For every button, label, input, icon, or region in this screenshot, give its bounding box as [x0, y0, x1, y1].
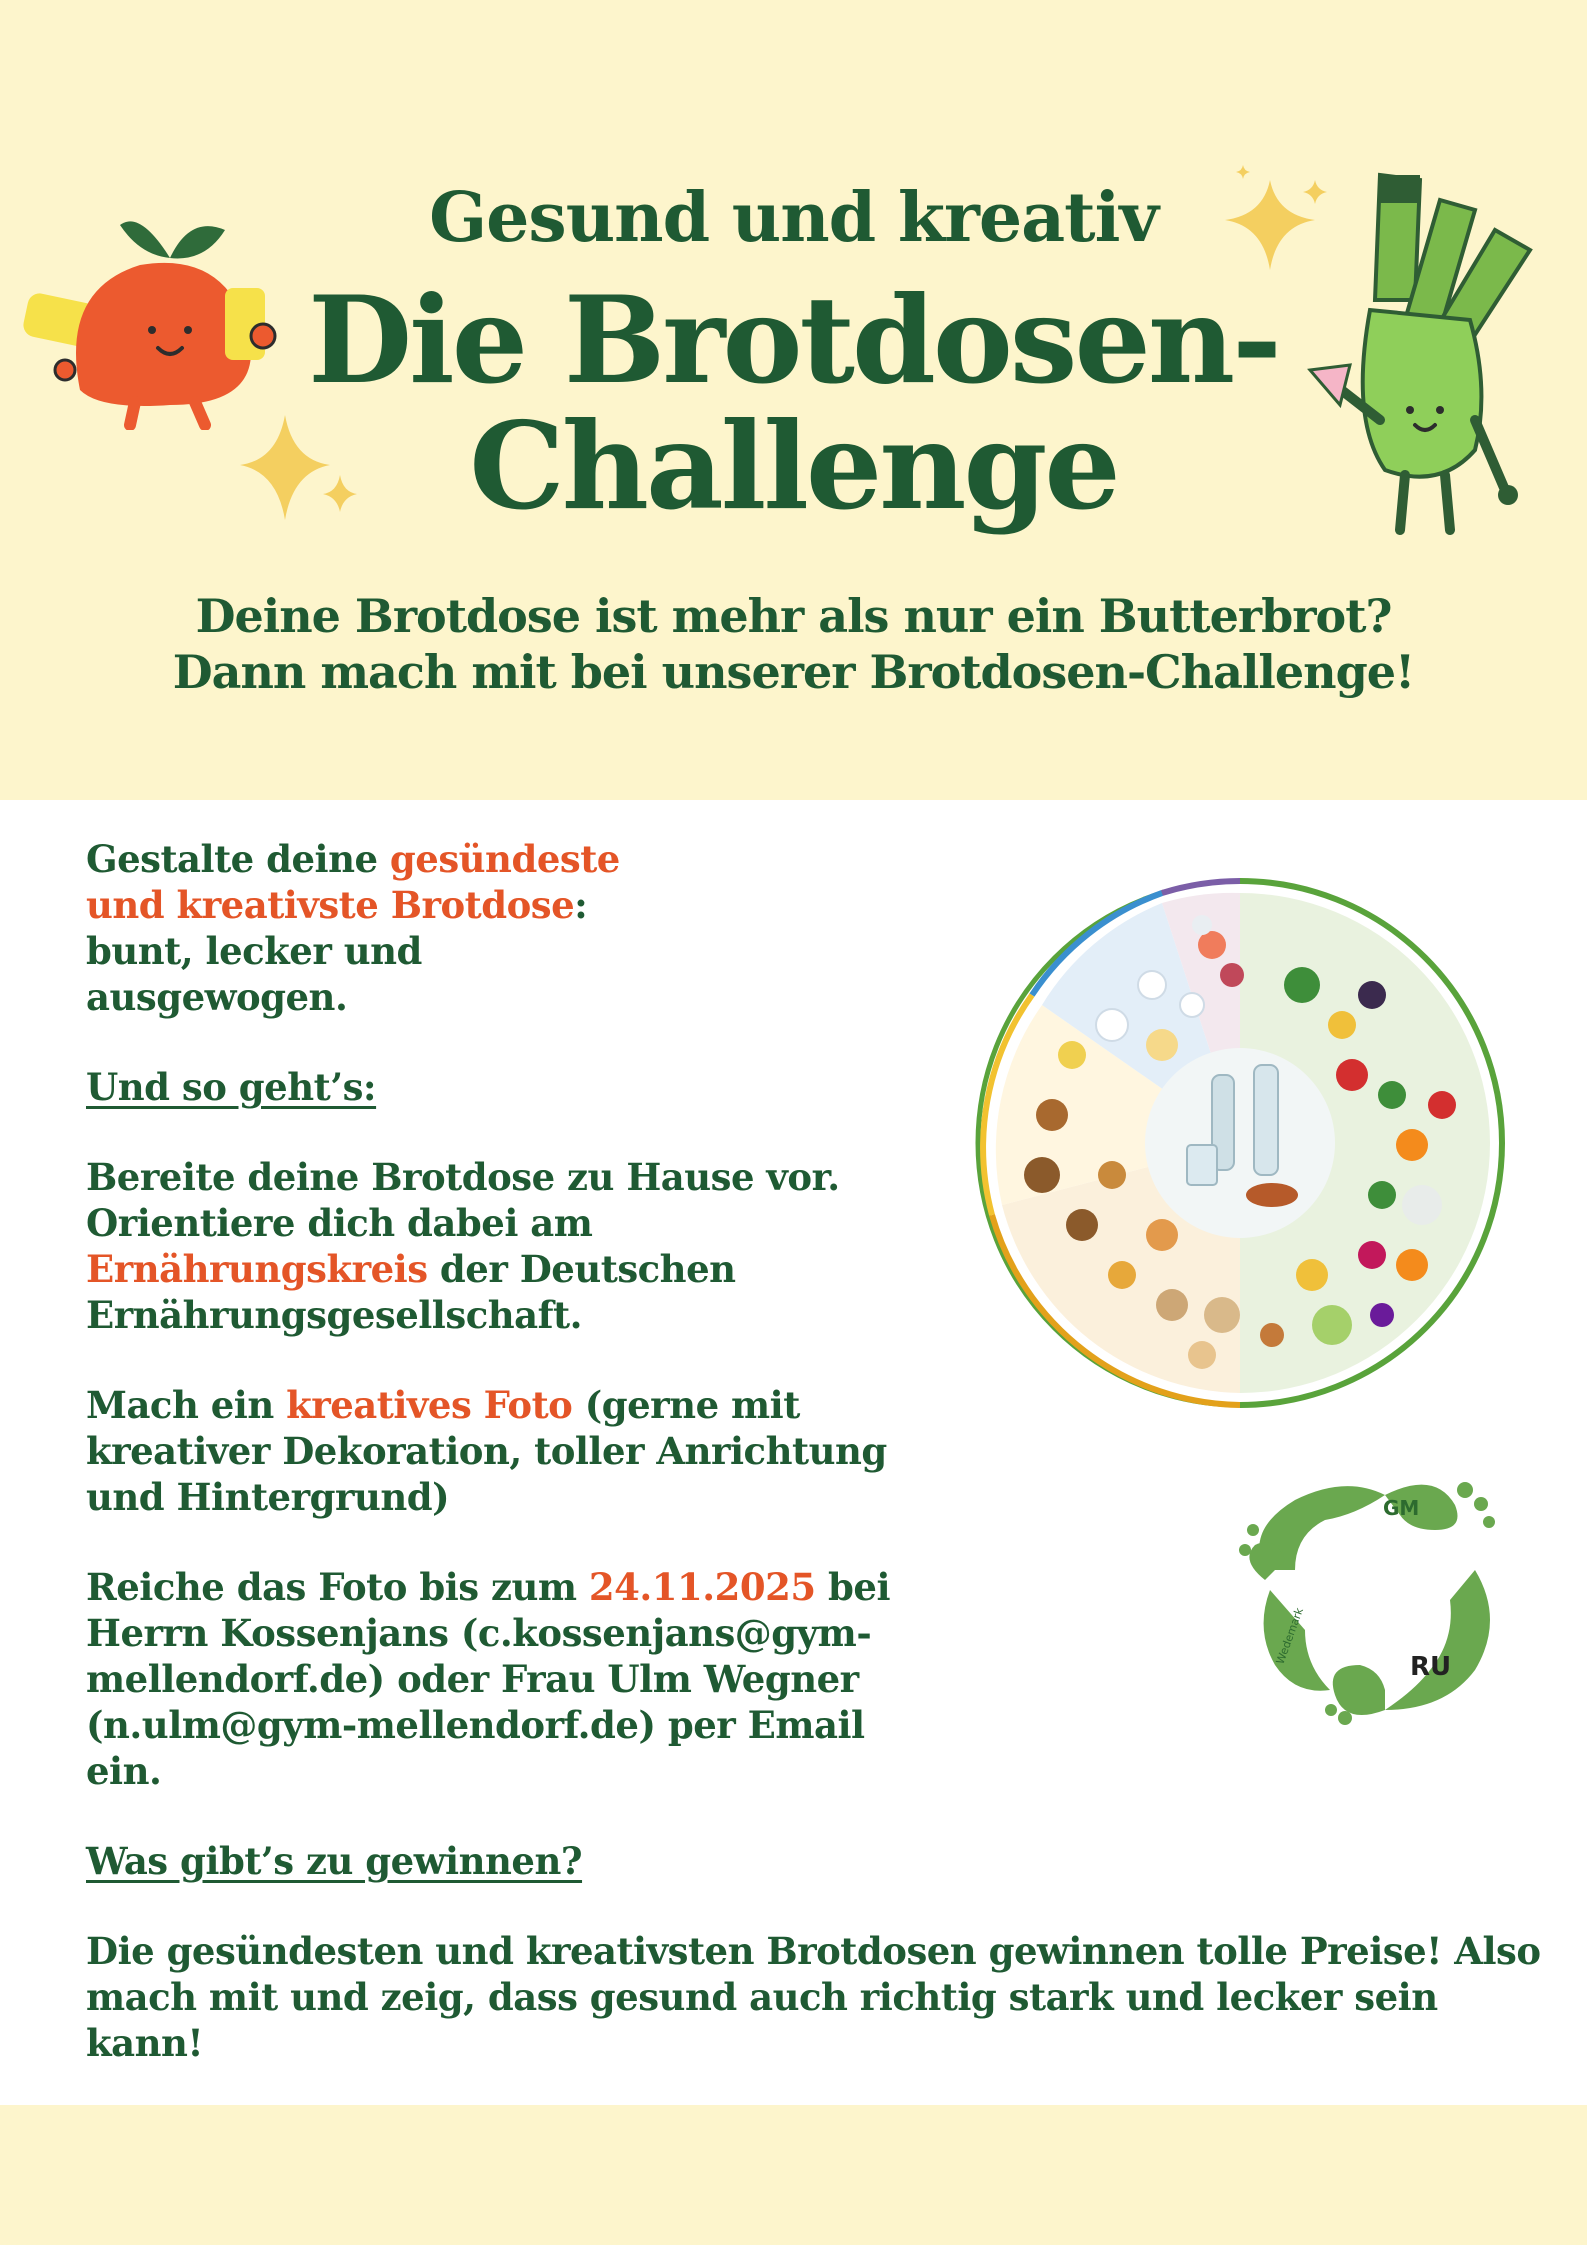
- logo-text: GM: [1383, 1496, 1420, 1520]
- footer-band: [0, 2105, 1587, 2245]
- deadline-date: 24.11.2025: [588, 1565, 816, 1609]
- intro-text: [0, 588, 1587, 700]
- highlight-text: gesündeste und kreativste Brotdose: [86, 837, 620, 927]
- paragraph-submit: Reiche das Foto bis zum 24.11.2025 bei Herrn Kossenjans (c.kossenjans@gym-mellendorf.de) oder Frau Ulm Wegner (n.ulm@gym-mellendorf.de) per Email ein.: [86, 1565, 891, 1793]
- logo-text: Wedemark: [1273, 1606, 1307, 1667]
- highlight-text: kreatives Foto: [286, 1383, 573, 1427]
- title-line-2: Challenge: [469, 396, 1118, 537]
- highlight-text: Ernährungskreis: [86, 1247, 428, 1291]
- paragraph-prepare: Bereite deine Brotdose zu Hause vor. Orientiere dich dabei am Ernährungskreis der Deutschen Ernährungsgesellschaft.: [86, 1155, 840, 1337]
- logo-text: RU: [1410, 1652, 1452, 1682]
- footprint-logo-icon: [1235, 1460, 1505, 1740]
- paragraph-photo: Mach ein kreatives Foto (gerne mit kreativer Dekoration, toller Anrichtung und Hintergrund): [86, 1383, 887, 1519]
- howto-heading: Und so geht’s:: [86, 1065, 377, 1109]
- intro-line-1: Deine Brotdose ist mehr als nur ein Butterbrot?: [195, 589, 1392, 643]
- title-line-1: Die Brotdosen-: [308, 270, 1279, 411]
- paragraph-prize: Die gesündesten und kreativsten Brotdosen gewinnen tolle Preise! Also mach mit und zeig, dass gesund auch richtig stark und lecker sein kann!: [86, 1929, 1541, 2065]
- food-wheel-icon: [972, 875, 1508, 1411]
- intro-line-2: Dann mach mit bei unserer Brotdosen-Challenge!: [172, 645, 1415, 699]
- page-title: [0, 270, 1587, 537]
- paragraph-intro: Gestalte deine gesündeste und kreativste Brotdose: bunt, lecker und ausgewogen.: [86, 837, 620, 1019]
- prize-heading: Was gibt’s zu gewinnen?: [86, 1839, 583, 1883]
- header-kicker: Gesund und kreativ: [429, 178, 1158, 258]
